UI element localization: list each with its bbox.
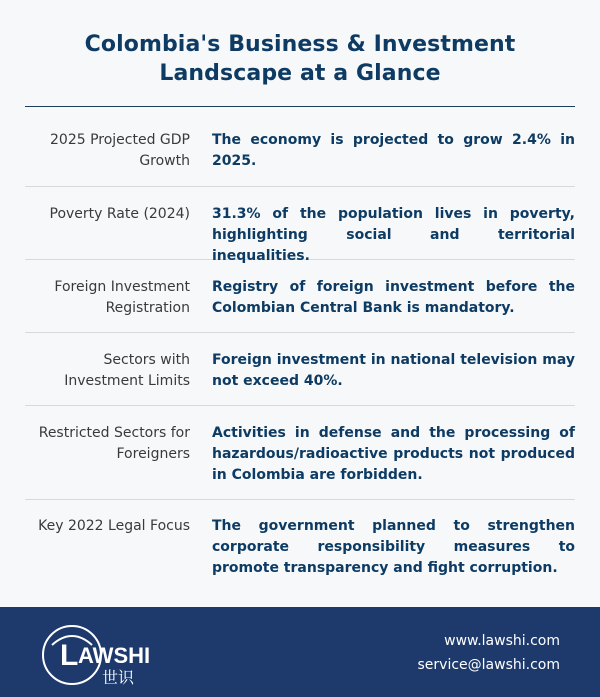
info-row-poverty	[25, 187, 575, 264]
info-row-legal-focus	[25, 500, 575, 606]
row-value: The economy is projected to grow 2.4% in 2025.	[212, 132, 575, 169]
row-value: Activities in defense and the processing of hazardous/radioactive products not produced in Colombia are forbidden.	[212, 425, 575, 483]
info-row-restricted	[25, 406, 575, 500]
page-title: Colombia's Business & Investment Landscape at a Glance	[84, 32, 516, 86]
website-link[interactable]: www.lawshi.com	[444, 633, 560, 649]
row-label: Key 2022 Legal Focus	[38, 518, 190, 534]
svg-text:L: L	[60, 639, 79, 672]
lawshi-logo	[40, 623, 170, 687]
row-label: Foreign Investment Registration	[54, 279, 190, 316]
svg-text:世识: 世识	[102, 668, 135, 687]
footer	[0, 607, 600, 697]
info-row-registration	[25, 260, 575, 333]
row-label: Restricted Sectors for Foreigners	[38, 425, 190, 462]
row-value: The government planned to strengthen corporate responsibility measures to promote transparency and fight corruption.	[212, 518, 575, 576]
row-label: Poverty Rate (2024)	[49, 206, 190, 222]
info-row-gdp	[25, 118, 575, 187]
row-label: Sectors with Investment Limits	[64, 352, 190, 389]
email-link[interactable]: service@lawshi.com	[417, 657, 560, 673]
row-value: 31.3% of the population lives in poverty, highlighting social and territorial inequalities.	[212, 206, 575, 264]
title-divider	[25, 106, 575, 107]
svg-text:AWSHI: AWSHI	[78, 643, 151, 668]
info-row-sector-limits	[25, 333, 575, 406]
contact-block	[418, 629, 560, 677]
row-label: 2025 Projected GDP Growth	[50, 132, 190, 169]
row-value: Registry of foreign investment before the Colombian Central Bank is mandatory.	[212, 279, 575, 316]
row-value: Foreign investment in national television may not exceed 40%.	[212, 352, 575, 389]
